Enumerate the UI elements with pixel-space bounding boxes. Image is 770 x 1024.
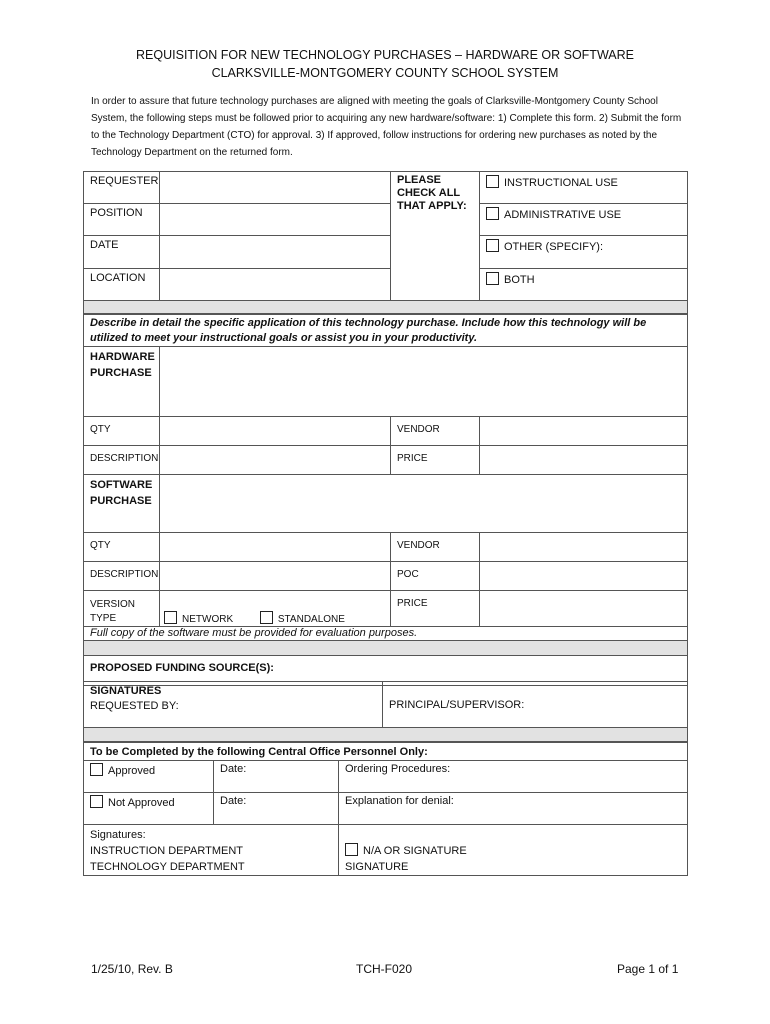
sw-vendor-label: VENDOR [391,533,480,562]
na-or-signature-label: N/A OR SIGNATURE [363,845,467,857]
signature-label: SIGNATURE [345,861,409,873]
sw-description-label: DESCRIPTION [84,562,160,591]
denied-date-label: Date: [220,795,247,807]
option-label: OTHER (SPECIFY): [504,241,604,253]
signatures-heading: SIGNATURES [90,685,162,697]
checkbox-icon[interactable] [345,843,358,856]
requester-label: REQUESTER [84,172,160,204]
section-divider [84,301,688,314]
dept-signature-cell[interactable] [339,825,688,876]
approved-date-cell[interactable] [214,761,339,793]
checkbox-icon[interactable] [486,207,499,220]
sw-qty-field[interactable] [160,533,391,562]
sw-poc-field[interactable] [480,562,688,591]
denial-explanation-cell[interactable] [339,793,688,825]
checkbox-icon[interactable] [486,175,499,188]
central-office-heading: To be Completed by the following Central Office Personnel Only: [84,743,688,761]
denial-explanation-label: Explanation for denial: [345,795,454,807]
sw-type-label: TYPE [90,613,117,624]
central-signatures-table [83,824,688,876]
sw-price-label: PRICE [391,591,480,627]
requester-table [83,171,688,314]
standalone-label: STANDALONE [277,614,345,625]
location-label: LOCATION [84,269,160,301]
footer-page-number: Page 1 of 1 [617,962,679,976]
hw-price-field[interactable] [480,446,688,475]
sw-vendor-field[interactable] [480,533,688,562]
approved-label: Approved [108,765,156,777]
sw-version-label: VERSION [90,599,136,610]
dept-labels-cell [84,825,339,876]
hw-qty-field[interactable] [160,417,391,446]
footer-revision: 1/25/10, Rev. B [91,962,173,976]
funding-source-label: PROPOSED FUNDING SOURCE(S): [84,656,688,686]
hw-description-field[interactable] [160,446,391,475]
sw-price-field[interactable] [480,591,688,627]
requested-by-label: REQUESTED BY: [90,700,179,712]
form-title-line2: CLARKSVILLE-MONTGOMERY COUNTY SCHOOL SYSTEM [211,66,559,80]
requester-field[interactable] [160,172,391,204]
checkbox-icon[interactable] [486,272,499,285]
location-field[interactable] [160,269,391,301]
ordering-procedures-label: Ordering Procedures: [345,763,451,775]
option-label: BOTH [504,274,535,286]
hardware-heading: HARDWARE PURCHASE [84,347,160,417]
position-label: POSITION [84,204,160,236]
option-administrative[interactable] [480,204,688,236]
requested-by-cell[interactable] [84,682,383,728]
section-divider [84,728,688,742]
software-note: Full copy of the software must be provided for evaluation purposes. [84,627,688,641]
approved-date-label: Date: [220,763,247,775]
software-description-field[interactable] [160,475,688,533]
option-label: ADMINISTRATIVE USE [504,209,622,221]
denied-date-cell[interactable] [214,793,339,825]
sw-description-field[interactable] [160,562,391,591]
purchase-table [83,314,688,686]
form-title-line1: REQUISITION FOR NEW TECHNOLOGY PURCHASES – HARDWARE OR SOFTWARE [136,48,634,62]
hw-vendor-label: VENDOR [391,417,480,446]
approved-option[interactable] [84,761,214,793]
checkbox-icon[interactable] [260,611,273,624]
not-approved-option[interactable] [84,793,214,825]
technology-dept-label: TECHNOLOGY DEPARTMENT [90,861,245,873]
checkbox-icon[interactable] [90,763,103,776]
describe-instructions: Describe in detail the specific application of this technology purchase. Include how this technology will be utilized to meet your instructional goals or assist you in your productivity. [84,315,688,347]
footer-form-number: TCH-F020 [356,962,413,976]
date-label: DATE [84,236,160,269]
sw-qty-label: QTY [84,533,160,562]
checkbox-icon[interactable] [90,795,103,808]
sw-poc-label: POC [391,562,480,591]
option-both[interactable] [480,269,688,301]
not-approved-label: Not Approved [108,797,175,809]
option-instructional[interactable] [480,172,688,204]
principal-cell[interactable] [383,682,688,728]
principal-label: PRINCIPAL/SUPERVISOR: [389,699,525,711]
sw-version-type-label [84,591,160,627]
option-other[interactable] [480,236,688,269]
hw-price-label: PRICE [391,446,480,475]
hardware-description-field[interactable] [160,347,688,417]
hw-qty-label: QTY [84,417,160,446]
checkbox-icon[interactable] [164,611,177,624]
signatures-table [83,681,688,742]
hw-description-label: DESCRIPTION [84,446,160,475]
position-field[interactable] [160,204,391,236]
network-label: NETWORK [182,614,234,625]
intro-paragraph: In order to assure that future technology purchases are aligned with meeting the goals of Clarksville-Montgomery County School System, the following steps must be followed prior to acquiring any new hardware/software: 1) Complete this form. 2) Submit the form to the Technology Department (CTO) for approval. 3) If approved, follow instructions for ordering new purchases as noted by the Technology Department on the returned form. [91,96,682,158]
ordering-procedures-cell[interactable] [339,761,688,793]
option-label: INSTRUCTIONAL USE [504,177,618,189]
signatures-label: Signatures: [90,829,146,841]
check-all-label: PLEASE CHECK ALL THAT APPLY: [391,172,480,301]
sw-type-options [160,591,391,627]
software-heading: SOFTWARE PURCHASE [84,475,160,533]
date-field[interactable] [160,236,391,269]
checkbox-icon[interactable] [486,239,499,252]
hw-vendor-field[interactable] [480,417,688,446]
instruction-dept-label: INSTRUCTION DEPARTMENT [90,845,243,857]
section-divider [84,641,688,656]
central-office-table [83,742,688,825]
